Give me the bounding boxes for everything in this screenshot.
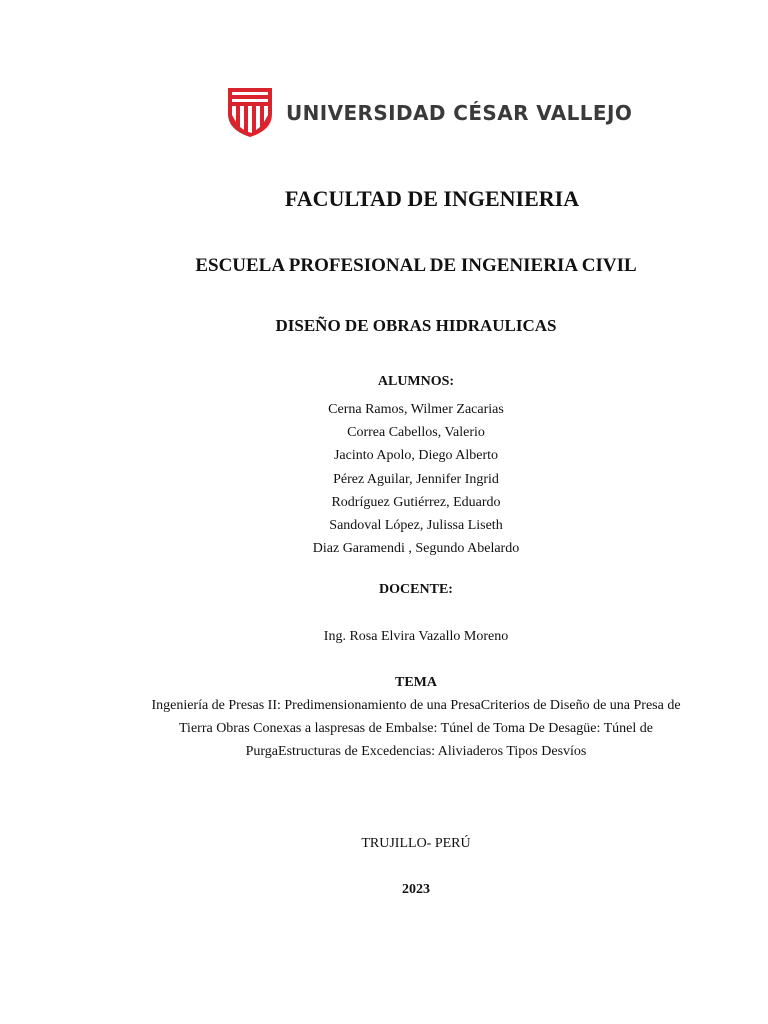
student-name: Sandoval López, Julissa Liseth bbox=[329, 518, 503, 534]
university-logo bbox=[226, 84, 632, 138]
student-name: Jacinto Apolo, Diego Alberto bbox=[333, 448, 499, 464]
student-name: Diaz Garamendi , Segundo Abelardo bbox=[312, 541, 520, 557]
student-name: Rodríguez Gutiérrez, Eduardo bbox=[331, 494, 501, 510]
student-name: Pérez Aguilar, Jennifer Ingrid bbox=[333, 471, 499, 487]
teacher-name: Ing. Rosa Elvira Vazallo Moreno bbox=[323, 629, 509, 644]
faculty-title: FACULTAD DE INGENIERIA bbox=[284, 186, 580, 211]
location-text: TRUJILLO- PERÚ bbox=[361, 836, 471, 851]
year-text: 2023 bbox=[402, 882, 430, 897]
theme-label: TEMA bbox=[395, 675, 437, 690]
course-title: DISEÑO DE OBRAS HIDRAULICAS bbox=[275, 316, 557, 335]
teacher-label: DOCENTE: bbox=[379, 582, 453, 597]
theme-text: Ingeniería de Presas II: Predimensionamiento de una PresaCriterios de Diseño de una Presa de Tierra Obras Conexas a laspresas de Embalse: Túnel de Toma De Desagüe: Túnel de PurgaEstructuras de Excedencias: Aliviaderos Tipos Desvíos bbox=[151, 698, 681, 759]
university-name: UNIVERSIDAD CÉSAR VALLEJO bbox=[286, 101, 633, 125]
school-title: ESCUELA PROFESIONAL DE INGENIERIA CIVIL bbox=[195, 255, 637, 276]
student-name: Cerna Ramos, Wilmer Zacarias bbox=[328, 402, 504, 417]
students-list bbox=[32, 398, 768, 560]
students-label: ALUMNOS: bbox=[377, 374, 455, 389]
student-name: Correa Cabellos, Valerio bbox=[347, 425, 485, 441]
ucv-shield-icon bbox=[226, 84, 274, 138]
